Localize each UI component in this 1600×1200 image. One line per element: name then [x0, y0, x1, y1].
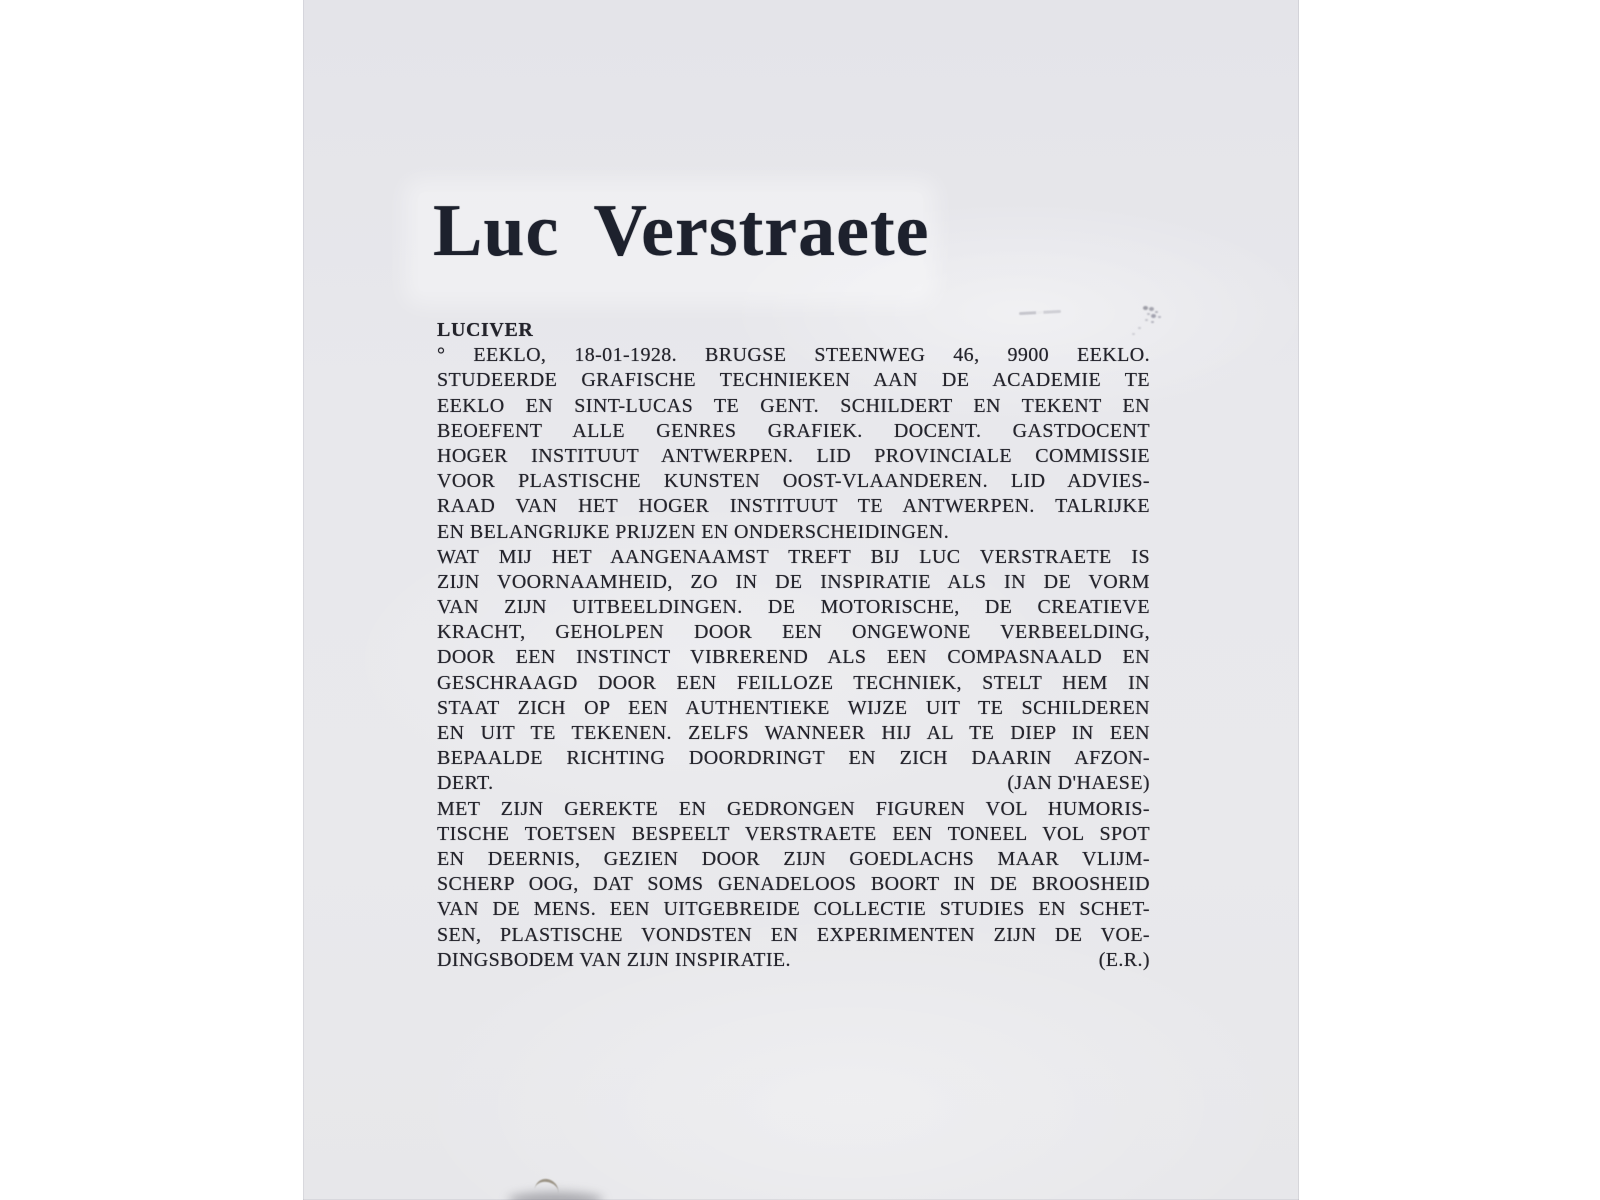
page-title: Luc Verstraete: [433, 190, 930, 272]
text-line: SEN, PLASTISCHE VONDSTEN EN EXPERIMENTEN ZIJN DE VOE-: [437, 923, 1150, 946]
artist-code: LUCIVER: [437, 319, 534, 341]
scan-bottom-shadow: [508, 1192, 603, 1200]
scan-smudge: [1125, 300, 1175, 350]
text-line: MET ZIJN GEREKTE EN GEDRONGEN FIGUREN VOL HUMORIS-: [437, 797, 1150, 820]
text-line: GESCHRAAGD DOOR EEN FEILLOZE TECHNIEK, STELT HEM IN: [437, 671, 1150, 694]
text-line: DOOR EEN INSTINCT VIBREREND ALS EEN COMPASNAALD EN: [437, 646, 1150, 669]
text-line: ZIJN VOORNAAMHEID, ZO IN DE INSPIRATIE ALS IN DE VORM: [437, 570, 1150, 593]
text-line: RAAD VAN HET HOGER INSTITUUT TE ANTWERPEN. TALRIJKE: [437, 495, 1150, 518]
bio-paragraph: [437, 343, 1150, 545]
quote-paragraph-er: [437, 797, 1150, 973]
scan-dash-mark: [1019, 310, 1061, 315]
text-line: KRACHT, GEHOLPEN DOOR EEN ONGEWONE VERBEELDING,: [437, 621, 1150, 644]
text-line: VOOR PLASTISCHE KUNSTEN OOST-VLAANDEREN. LID ADVIES-: [437, 470, 1150, 493]
text-line: DINGSBODEM VAN ZIJN INSPIRATIE.: [437, 948, 791, 971]
quote-attribution: (E.R.): [1098, 948, 1150, 971]
quote-signature-line: [437, 771, 1150, 796]
text-line: TISCHE TOETSEN BESPEELT VERSTRAETE EEN TONEEL VOL SPOT: [437, 822, 1150, 845]
text-line: STUDEERDE GRAFISCHE TECHNIEKEN AAN DE ACADEMIE TE: [437, 369, 1150, 392]
text-line: VAN ZIJN UITBEELDINGEN. DE MOTORISCHE, DE CREATIEVE: [437, 596, 1150, 619]
text-line: DERT.: [437, 772, 494, 795]
text-line: WAT MIJ HET AANGENAAMST TREFT BIJ LUC VERSTRAETE IS: [437, 545, 1150, 568]
text-line: ° EEKLO, 18-01-1928. BRUGSE STEENWEG 46, 9900 EEKLO.: [437, 344, 1150, 367]
quote-signature-line: [437, 948, 1150, 973]
text-line: VAN DE MENS. EEN UITGEBREIDE COLLECTIE STUDIES EN SCHET-: [437, 898, 1150, 921]
scanned-page: [303, 0, 1299, 1200]
quote-paragraph-jan-dhaese: [437, 545, 1150, 797]
quote-attribution: (JAN D'HAESE): [1007, 772, 1150, 795]
text-line: BEOEFENT ALLE GENRES GRAFIEK. DOCENT. GASTDOCENT: [437, 419, 1150, 442]
text-line: EEKLO EN SINT-LUCAS TE GENT. SCHILDERT EN TEKENT EN: [437, 394, 1150, 417]
text-line: STAAT ZICH OP EEN AUTHENTIEKE WIJZE UIT TE SCHILDEREN: [437, 696, 1150, 719]
text-line: EN DEERNIS, GEZIEN DOOR ZIJN GOEDLACHS MAAR VLIJM-: [437, 847, 1150, 870]
text-line: EN BELANGRIJKE PRIJZEN EN ONDERSCHEIDINGEN.: [437, 520, 950, 543]
text-line: EN UIT TE TEKENEN. ZELFS WANNEER HIJ AL TE DIEP IN EEN: [437, 722, 1150, 744]
text-line: SCHERP OOG, DAT SOMS GENADELOOS BOORT IN DE BROOSHEID: [437, 873, 1150, 896]
biography-text-block: [437, 318, 1150, 973]
text-line: HOGER INSTITUUT ANTWERPEN. LID PROVINCIALE COMMISSIE: [437, 444, 1150, 467]
text-line: BEPAALDE RICHTING DOORDRINGT EN ZICH DAARIN AFZON-: [437, 747, 1150, 770]
